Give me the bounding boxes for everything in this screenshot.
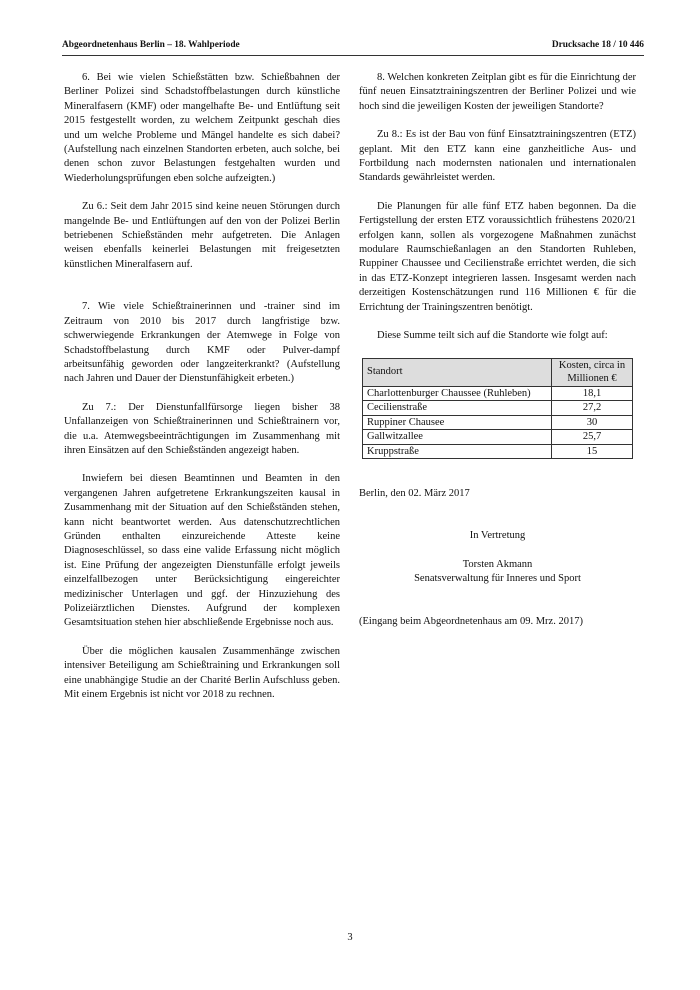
cost-table-header-row [363,358,633,386]
signer-office: Senatsverwaltung für Inneres und Sport [414,573,581,585]
question-6: 6. Bei wie vielen Schießstätten bzw. Schießbahnen der Berliner Polizei sind Schadstoffbelastungen durch künstliche Mineralfasern (KMF) oder mangelhafte Be- und Entlüftung seit 2015 festgestellt worden, zu welchem Zeitpunkt geschah dies und um welche Probleme und Mängel handelte es sich dabei? (Aufstellung nach einzelnen Standorten erbeten, auch solche, bei denen schon zuvor Belastungen festgehalten wurden und Wiederholungsprüfungen eben solche aufzeigten.) [64,72,340,184]
cost-table-header-kosten: Kosten, circa in Millionen € [552,358,633,386]
cost-table-kosten: 27,2 [552,401,633,416]
paragraph-inwiefern: Inwiefern bei diesen Beamtinnen und Beamten in den vergangenen Jahren aufgetretene Erkrankungszeiten kausal in Zusammenhang mit der Situation auf den Schießständen stehen, kann nicht beantwortet werden. Aus datenschutzrechtlichen Gründen enthalten einzureichende Atteste keine Diagnoseschlüssel, so dass eine valide Erfassung nicht möglich ist. Eine Prüfung der angezeigten Dienstunfälle erfolgt jeweils einzelfallbezogen unter Berücksichtigung eingereichter medizinischer Unterlagen und ggf. der Hinzuziehung des Polizeiärztlichen Dienstes. Aufgrund der komplexen Gesamtsituation stehen hier abschließende Ergebnisse noch aus. [64,473,340,629]
cost-table-standort: Charlottenburger Chaussee (Ruhleben) [363,386,552,401]
question-7: 7. Wie viele Schießtrainerinnen und -trainer sind im Zeitraum von 2010 bis 2017 durch langfristige bzw. schwerwiegende Erkrankungen der Atemwege in Folge von Schadstoffbelastung durch KMF oder Pulver-dampf arbeitsunfähig geworden oder langzeiterkrankt? (Aufstellung nach Jahren und Dauer der Dienstunfähigkeit erbeten.) [64,301,340,385]
cost-table-standort: Cecilienstraße [363,401,552,416]
cost-table-kosten: 18,1 [552,386,633,401]
paragraph-studie: Über die möglichen kausalen Zusammenhänge zwischen intensiver Beteiligung am Schießtraining und Erkrankungen soll eine unabhängige Studie an der Charité Berlin Aufschluss geben. Mit einem Ergebnis ist nicht vor 2018 zu rechnen. [64,645,340,701]
cost-table-kosten: 25,7 [552,430,633,445]
table-row [363,386,633,401]
answer-6: Zu 6.: Seit dem Jahr 2015 sind keine neuen Störungen durch mangelnde Be- und Entlüftungen auf den von der Polizei Berlin betriebenen Schießständen mehr aufgetreten. Die Anlagen weisen ebenfalls keinerlei Belastungen mit freigesetzten künstlichen Mineralfasern auf. [64,201,340,270]
cost-table-kosten: 30 [552,415,633,430]
table-row [363,430,633,445]
header-document-number: Drucksache 18 / 10 446 [551,40,644,50]
paragraph-planungen: Die Planungen für alle fünf ETZ haben begonnen. Da die Fertigstellung der ersten ETZ voraussichtlich frühestens 2020/21 erfolgen kann, sollen als vorgezogene Maßnahmen zunächst modulare Raumschießanlagen an den Standorten Ruhleben, Ruppiner Chaussee und Cecilienstraße errichtet werden, die sich in das ETZ-Konzept integrieren lassen. Insgesamt werden nach derzeitigen Kostenschätzungen rund 116 Millionen € für die Errichtung der Trainingszentren benötigt. [359,200,636,313]
cost-table-standort: Kruppstraße [363,444,552,459]
page-number: 3 [347,932,353,943]
header-rule [62,55,644,56]
cost-table [362,358,633,460]
cost-table-standort: Ruppiner Chausee [363,415,552,430]
date-line: Berlin, den 02. März 2017 [359,488,470,499]
page-header [62,40,644,54]
receipt-note: (Eingang beim Abgeordnetenhaus am 09. Mrz. 2017) [359,615,583,627]
cost-table-kosten: 15 [552,444,633,459]
cost-table-standort: Gallwitzallee [363,430,552,445]
cost-table-header-standort: Standort [363,358,552,386]
left-column [64,71,340,702]
table-row [363,444,633,459]
table-row [363,401,633,416]
right-column [359,71,636,629]
table-row [363,415,633,430]
answer-8: Zu 8.: Es ist der Bau von fünf Einsatztrainingszentren (ETZ) geplant. Mit den ETZ kann eine ganzheitliche Aus- und Fortbildung nach modernsten nationalen und internationalen Standards gewährleistet werden. [359,129,636,184]
in-vertretung: In Vertretung [469,530,526,542]
answer-7: Zu 7.: Der Dienstunfallfürsorge liegen bisher 38 Unfallanzeigen von Schießtrainerinnen und Schießtrainern vor, die u.a. Atemwegsbeeinträchtigungen im Zusammenhang mit ihren Einsätzen auf den Schießständen angezeigt haben. [64,401,340,456]
signer-name: Torsten Akmann [462,558,533,570]
paragraph-summe: Diese Summe teilt sich auf die Standorte wie folgt auf: [377,330,608,342]
question-8: 8. Welchen konkreten Zeitplan gibt es für die Einrichtung der fünf neuen Einsatztrainingszentren der Berliner Polizei und wie hoch sind die jeweiligen Kosten der jeweiligen Standorte? [359,72,636,112]
header-parliament: Abgeordnetenhaus Berlin – 18. Wahlperiode [62,40,240,50]
